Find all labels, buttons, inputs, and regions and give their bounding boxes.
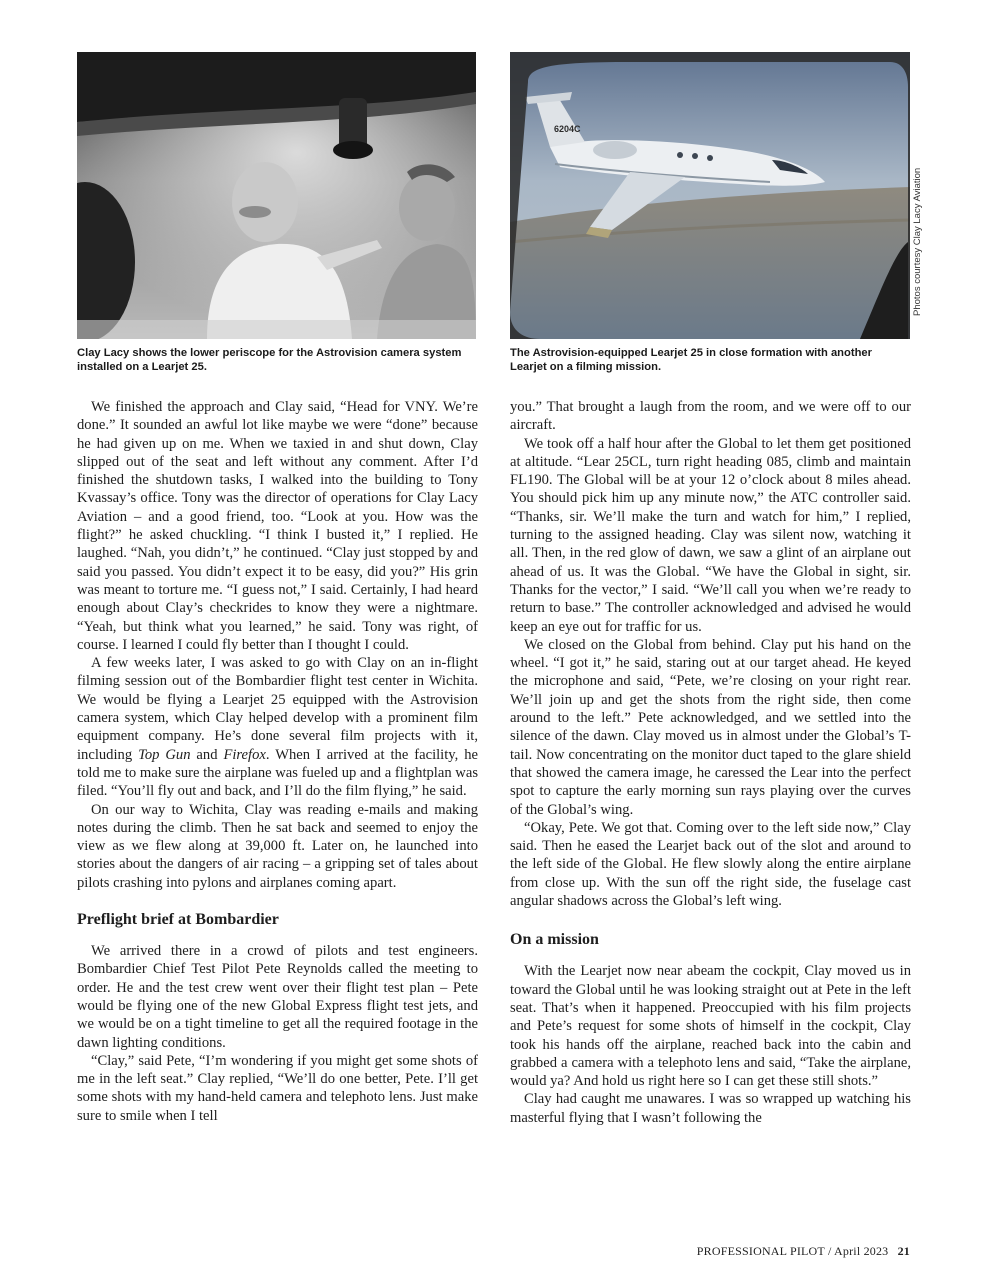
issue-date: April 2023 [834, 1244, 889, 1258]
photo-right-image [510, 52, 910, 339]
photo-left-image [77, 52, 476, 339]
paragraph: you.” That brought a laugh from the room, and we were off to our aircraft. [510, 399, 911, 434]
section-heading: On a mission [510, 931, 599, 949]
paragraph: Clay had caught me unawares. I was so wrapped up watching his masterful flying that I wasn’t following the [510, 1091, 911, 1126]
page-footer [600, 1244, 910, 1259]
article-column-right [510, 398, 911, 1127]
paragraph-text: . When I arrived at the facility, he told me to make sure the airplane was fueled up and a flightplan was filed. “You’ll fly out and back, and I’ll do the film flying,” he said. [77, 746, 478, 800]
paragraph-text: A few weeks later, I was asked to go with Clay on an in-flight filming session out of the Bombardier flight test center in Wichita. We would be flying a Learjet 25 equipped with the Astrovision camera system, which Clay helped develop with a prominent film equipment company. He’s done several film projects with it, including [77, 655, 478, 763]
tail-number-text: 6204C [554, 124, 581, 134]
film-title: Firefox [223, 746, 266, 763]
photo-credit: Photos courtesy Clay Lacy Aviation [912, 167, 923, 316]
paragraph: We took off a half hour after the Global to let them get positioned at altitude. “Lear 25CL, turn right heading 085, climb and maintain FL190. The Global will be at your 12 o’clock about 8 miles ahead. You should pick him up any minute now,” the ATC controller said. “Thanks, sir. We’ll make the turn and watch for him,” I replied, turning to the assigned heading. Clay was silent now, watching it all. Then, in the red glow of dawn, we saw a glint of an airplane out ahead of us. It was the Global. “We have the Global in sight, sir. Thanks for the vector,” I said. “We’ll call you when we’re ready to return to base.” The controller acknowledged and advised he would keep an eye out for traffic for us. [510, 435, 911, 635]
paragraph-text: and [190, 746, 224, 763]
page-number: 21 [897, 1244, 910, 1258]
paragraph: On our way to Wichita, Clay was reading e-mails and making notes during the climb. Then he sat back and seemed to enjoy the view as we flew along at 39,000 ft. Later on, he launched into stories about the dangers of air racing – a gripping set of tales about pilots crashing into pylons and airplanes coming apart. [77, 801, 478, 891]
paragraph: With the Learjet now near abeam the cockpit, Clay moved us in toward the Global until he was looking straight out at Pete in the left seat. That’s when it happened. Preoccupied with his film projects and Pete’s request for some shots of himself in the cockpit, Clay took his hands off the airplane, reached back into the cabin and grabbed a camera with a telephoto lens and said, “Take the airplane, would ya? And hold us right here so I can get these still shots.” [510, 963, 911, 1090]
footer-separator: / [827, 1244, 832, 1258]
caption-right: The Astrovision-equipped Learjet 25 in close formation with another Learjet on a filming mission. [510, 347, 872, 373]
magazine-name: PROFESSIONAL PILOT [696, 1244, 825, 1258]
photo-clay-lacy-periscope [77, 52, 476, 339]
paragraph: We arrived there in a crowd of pilots and test engineers. Bombardier Chief Test Pilot Pete Reynolds called the meeting to order. He and the test crew went over their flight test plan – Pete would be flying one of the new Global Express flight test jets, and we would be on a tight timeline to get all the required footage in the dawn lighting conditions. [77, 943, 478, 1051]
article-column-left [77, 398, 478, 1125]
paragraph: “Clay,” said Pete, “I’m wondering if you might get some shots of me in the left seat.” Clay replied, “We’ll do one better, Pete. I’ll get some shots with my hand-held camera and telephoto lens. Just make sure to smile when I tell [77, 1052, 478, 1124]
paragraph: We finished the approach and Clay said, “Head for VNY. We’re done.” It sounded an awful lot like maybe we were “done” because he had given up on me. When we taxied in and shut down, Clay slipped out of the seat and left without any comment. After I’d finished the shutdown tasks, I walked into the building to Tony Kvassay’s office. Tony was the director of operations for Clay Lacy Aviation – and a good friend, too. “Look at you. How was the flight?” he asked chuckling. “I think I busted it,” I replied. He laughed. “Nah, you didn’t,” he continued. “Clay just stopped by and said you passed. You didn’t expect it to be easy, did you?” His grin was meant to torture me. “I guess not,” I said. Certainly, I had heard enough about Clay’s checkrides to know they were a nightmare. “Yeah, but think what you learned,” he said. Tony was right, of course. I learned I could fly better than I thought I could. [77, 399, 478, 653]
paragraph: “Okay, Pete. We got that. Coming over to the left side now,” Clay said. Then he eased the Learjet back out of the slot and around to the left side of the Global. He flew slowly along the entire airplane from close up. With the sun off the right side, the fuselage cast angular shadows across the Global’s left wing. [510, 819, 911, 910]
paragraph: We closed on the Global from behind. Clay put his hand on the wheel. “I got it,” he said, staring out at our target ahead. He keyed the microphone and said, “Pete, we’re closing on your right rear. We’ll join up and get the shots from the right side, then come around to the left.” Pete acknowledged, and we settled into the silence of the dawn. Clay moved us in almost under the Global’s T-tail. Now concentrating on the monitor duct taped to the glare shield that showed the camera image, he caressed the Lear into the perfect spot to capture the early morning sun rays playing over the curves of the Global’s wing. [510, 636, 911, 818]
caption-left: Clay Lacy shows the lower periscope for the Astrovision camera system installed on a Learjet 25. [77, 347, 462, 373]
paragraph [77, 654, 478, 800]
film-title: Top Gun [138, 746, 191, 763]
section-heading: Preflight brief at Bombardier [77, 911, 279, 929]
photo-learjet-formation [510, 52, 910, 339]
